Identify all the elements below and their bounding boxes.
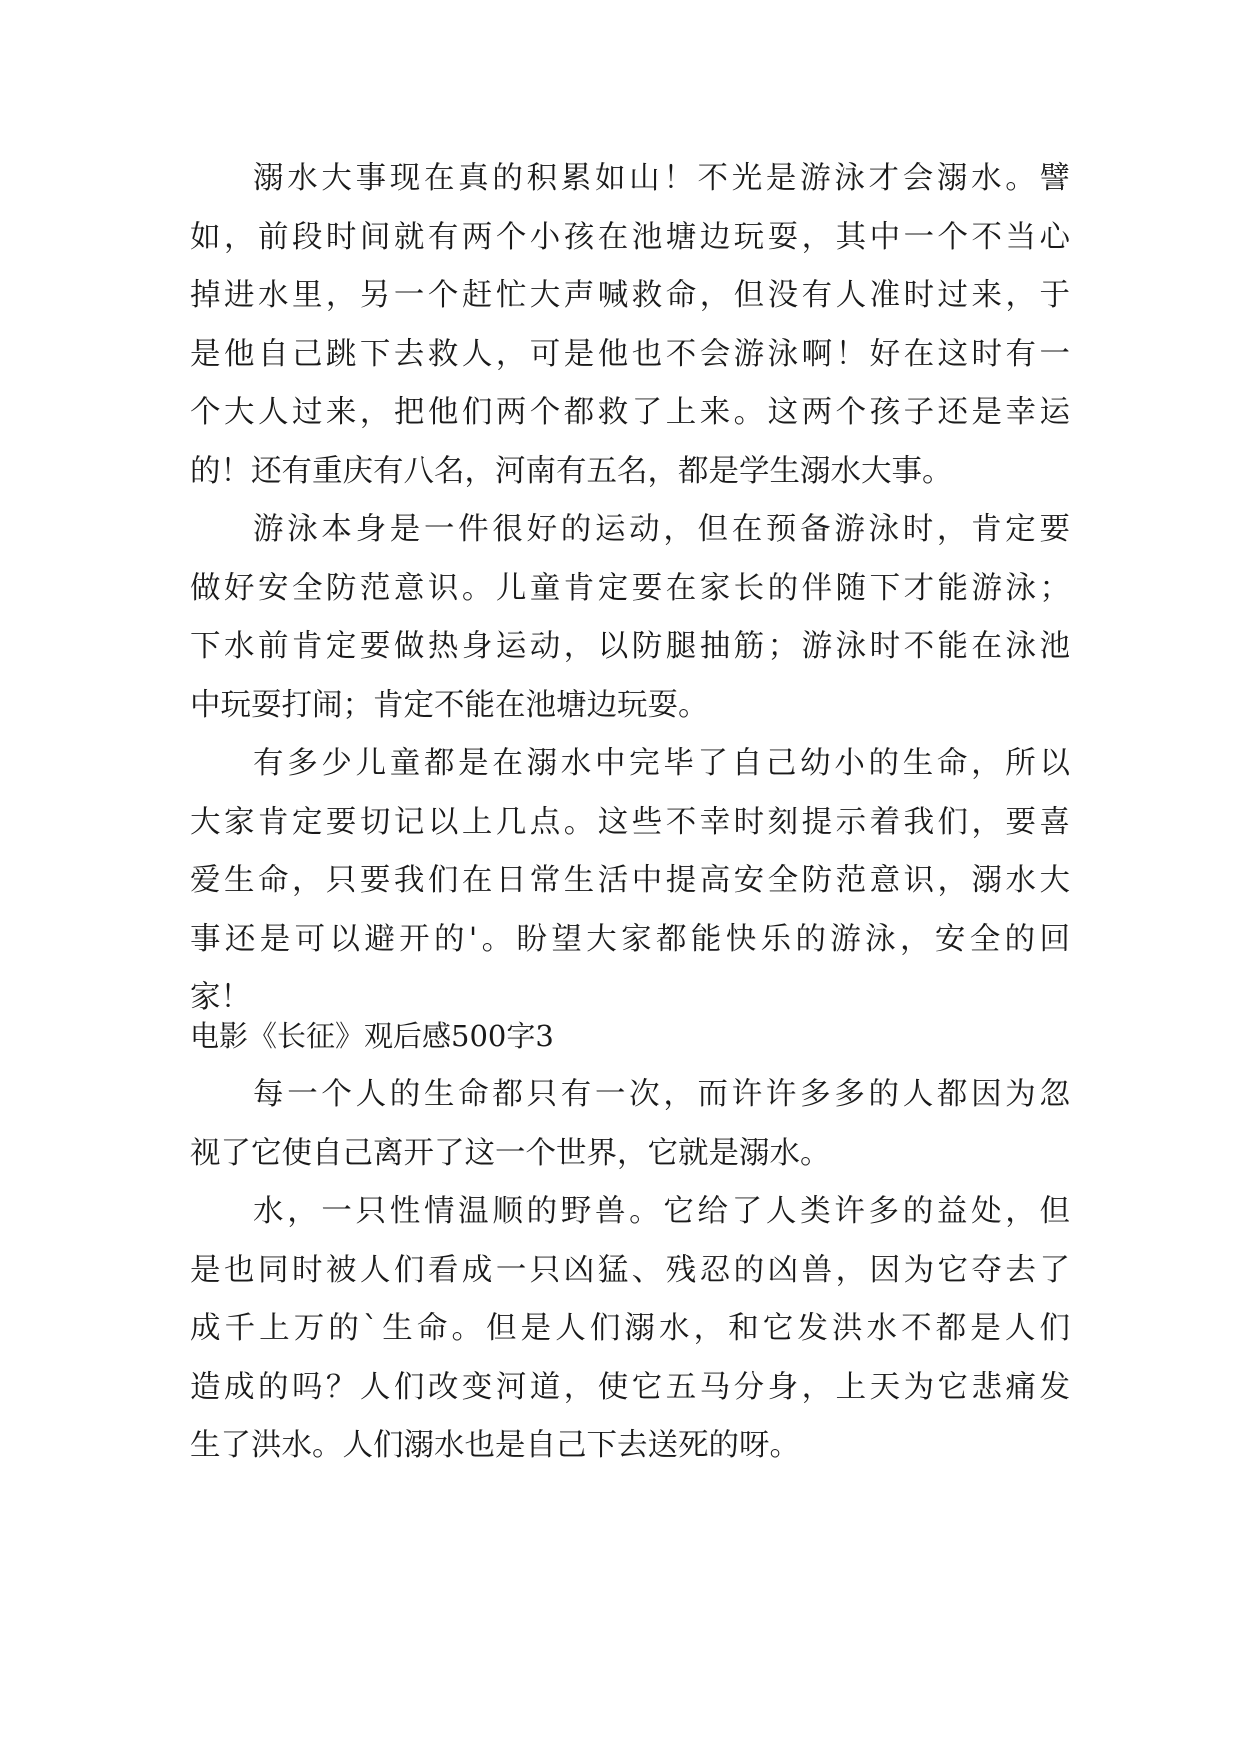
section-heading: 电影《长征》观后感500字3: [190, 1019, 554, 1053]
paragraph-line: 家！: [190, 980, 251, 1015]
paragraph-line: 生了洪水。人们溺水也是自己下去送死的呀。: [190, 1428, 800, 1463]
paragraph-line: 水，一只性情温顺的野兽。它给了人类许多的益处，但: [253, 1194, 1070, 1229]
paragraph-line: 下水前肯定要做热身运动，以防腿抽筋；游泳时不能在泳池: [190, 629, 1070, 664]
paragraph-line: 溺水大事现在真的积累如山！不光是游泳才会溺水。譬: [253, 161, 1070, 196]
section-2: [190, 1066, 1070, 1476]
paragraph: [190, 1183, 1070, 1476]
paragraph-line: 如，前段时间就有两个小孩在池塘边玩耍，其中一个不当心: [190, 219, 1070, 255]
paragraph-line: 爱生命，只要我们在日常生活中提高安全防范意识，溺水大: [190, 863, 1070, 898]
paragraph: [190, 501, 1070, 735]
paragraph-line: 事还是可以避开的'。盼望大家都能快乐的游泳，安全的回: [190, 921, 1070, 957]
paragraph-line: 的！还有重庆有八名，河南有五名，都是学生溺水大事。: [190, 453, 953, 489]
paragraph-line: 是他自己跳下去救人，可是他也不会游泳啊！好在这时有一: [190, 336, 1070, 372]
paragraph: [190, 150, 1070, 501]
paragraph: [190, 735, 1070, 1028]
paragraph-line: 大家肯定要切记以上几点。这些不幸时刻提示着我们，要喜: [190, 804, 1070, 840]
section-1: [190, 150, 1070, 1028]
paragraph-line: 个大人过来，把他们两个都救了上来。这两个孩子还是幸运: [190, 395, 1070, 430]
paragraph-line: 是也同时被人们看成一只凶猛、残忍的凶兽，因为它夺去了: [190, 1252, 1070, 1288]
paragraph-line: 造成的吗？人们改变河道，使它五马分身，上天为它悲痛发: [190, 1369, 1070, 1405]
paragraph-line: 做好安全防范意识。儿童肯定要在家长的伴随下才能游泳；: [190, 570, 1070, 606]
paragraph-line: 中玩耍打闹；肯定不能在池塘边玩耍。: [190, 687, 709, 723]
paragraph-line: 游泳本身是一件很好的运动，但在预备游泳时，肯定要: [253, 512, 1070, 547]
paragraph-line: 掉进水里，另一个赶忙大声喊救命，但没有人准时过来，于: [190, 278, 1070, 313]
paragraph-line: 视了它使自己离开了这一个世界，它就是溺水。: [190, 1135, 831, 1171]
paragraph-line: 成千上万的`生命。但是人们溺水，和它发洪水不都是人们: [190, 1311, 1070, 1346]
paragraph-line: 有多少儿童都是在溺水中完毕了自己幼小的生命，所以: [253, 746, 1070, 781]
paragraph: [190, 1066, 1070, 1183]
paragraph-line: 每一个人的生命都只有一次，而许许多多的人都因为忽: [253, 1077, 1070, 1112]
